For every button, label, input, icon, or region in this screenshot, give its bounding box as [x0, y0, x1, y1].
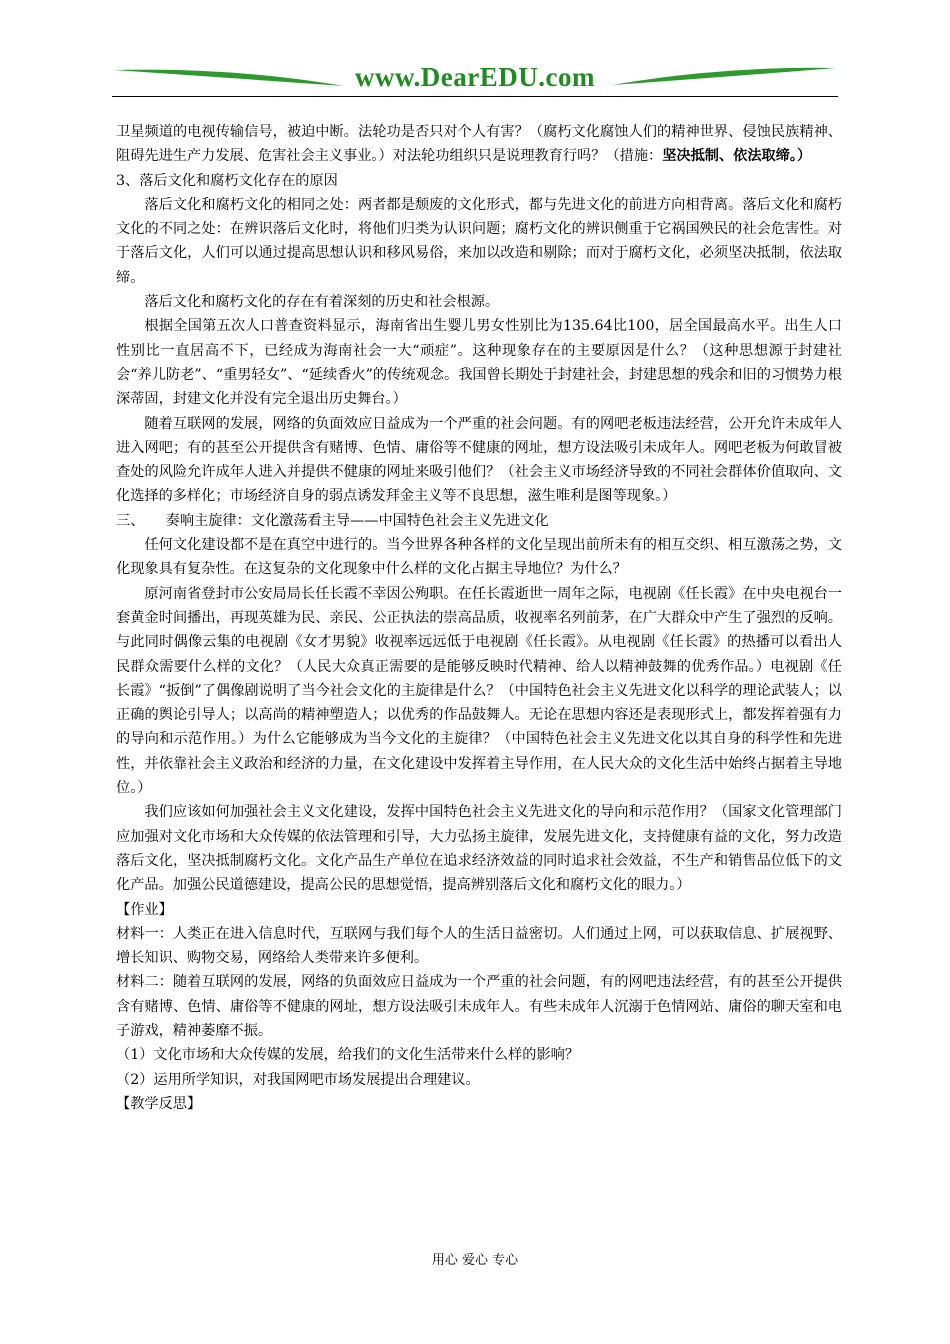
- page-footer: 用心 爱心 专心: [431, 1253, 519, 1268]
- document-body: [116, 120, 842, 1116]
- paragraph-comparison: 落后文化和腐朽文化的相同之处：两者都是颓废的文化形式，都与先进文化的前进方向相背离。落后文化和腐朽文化的不同之处：在辨识落后文化时，将他们归类为认识问题；腐朽文化的辨识侧重于它祸国殃民的社会危害性。对于落后文化，人们可以通过提高思想认识和移风易俗，来加以改造和剔除；而对于腐朽文化，必须坚决抵制，依法取缔。: [116, 196, 842, 286]
- question-2: （2）运用所学知识，对我国网吧市场发展提出合理建议。: [116, 1071, 480, 1088]
- paragraph-1: 卫星频道的电视传输信号，被迫中断。法轮功是否只对个人有害？（腐朽文化腐蚀人们的精神世界、侵蚀民族精神、阻碍先进生产力发展、危害社会主义事业。）对法轮功组织只是说理教育行吗？（措施：坚决抵制、依法取缔。）: [116, 124, 842, 165]
- paragraph-strengthen: 我们应该如何加强社会主义文化建设，发挥中国特色社会主义先进文化的导向和示范作用？（国家文化管理部门应加强对文化市场和大众传媒的依法管理和引导，大力弘扬主旋律，发展先进文化，支持健康有益的文化，努力改造落后文化，坚决抵制腐朽文化。文化产品生产单位在追求经济效益的同时追求社会效益，不生产和销售品位低下的文化产品。加强公民道德建设，提高公民的思想觉悟，提高辨别落后文化和腐朽文化的眼力。）: [116, 804, 842, 894]
- paragraph-ren-changxia: 原河南省登封市公安局局长任长霞不幸因公殉职。在任长霞逝世一周年之际，电视剧《任长霞》在中央电视台一套黄金时间播出，再现英雄为民、亲民、公正执法的崇高品质，收视率名列前茅，在广大群众中产生了强烈的反响。与此同时偶像云集的电视剧《女才男貌》收视率远远低于电视剧《任长霞》。从电视剧《任长霞》的热播可以看出人民群众需要什么样的文化？（人民大众真正需要的是能够反映时代精神、给人以精神鼓舞的优秀作品。）电视剧《任长霞》“扳倒”了偶像剧说明了当今社会文化的主旋律是什么？（中国特色社会主义先进文化以科学的理论武装人；以正确的舆论引导人；以高尚的精神塑造人；以优秀的作品鼓舞人。无论在思想内容还是表现形式上，都发挥着强有力的导向和示范作用。）为什么它能够成为当今文化的主旋律？（中国特色社会主义先进文化以其自身的科学性和先进性，并依靠社会主义政治和经济的力量，在文化建设中发挥着主导作用，在人民大众的文化生活中始终占据着主导地位。）: [116, 585, 842, 797]
- header-divider: [112, 96, 838, 97]
- paragraph-census: 根据全国第五次人口普查资料显示，海南省出生婴儿男女性别比为135.64比100，居全国最高水平。出生人口性别比一直居高不下，已经成为海南社会一大“顽症”。这种现象存在的主要原因是什么？（这种思想源于封建社会“养儿防老”、“重男轻女”、“延续香火”的传统观念。我国曾长期处于封建社会，封建思想的残余和旧的习惯势力根深蒂固，封建文化并没有完全退出历史舞台。）: [116, 318, 842, 408]
- homework-heading: 【作业】: [116, 901, 173, 918]
- site-logo-text: www.DearEDU.com: [355, 62, 595, 92]
- material-one: 材料一：人类正在进入信息时代，互联网与我们每个人的生活日益密切。人们通过上网，可以获取信息、扩展视野、增长知识、购物交易，网络给人类带来许多便利。: [116, 925, 842, 967]
- page-header: [112, 58, 838, 100]
- paragraph-internet-cafe: 随着互联网的发展，网络的负面效应日益成为一个严重的社会问题。有的网吧老板违法经营，公开允许未成年人进入网吧；有的甚至公开提供含有赌博、色情、庸俗等不健康的网址，想方设法吸引未成年人。网吧老板为何敢冒被查处的风险允许成年人进入并提供不健康的网址来吸引他们？（社会主义市场经济导致的不同社会群体价值取向、文化选择的多样化；市场经济自身的弱点诱发拜金主义等不良思想，滋生唯利是图等现象。）: [116, 415, 842, 505]
- material-two: 材料二：随着互联网的发展，网络的负面效应日益成为一个严重的社会问题，有的网吧违法经营，有的甚至公开提供含有赌博、色情、庸俗等不健康的网址，想方设法吸引未成年人。有些未成年人沉溺于色情网站、庸俗的聊天室和电子游戏，精神萎靡不振。: [116, 974, 842, 1039]
- paragraph-culture-mix: 任何文化建设都不是在真空中进行的。当今世界各种各样的文化呈现出前所未有的相互交织、相互激荡之势，文化现象具有复杂性。在这复杂的文化现象中什么样的文化占据主导地位？为什么？: [116, 537, 842, 578]
- paragraph-roots: 落后文化和腐朽文化的存在有着深刻的历史和社会根源。: [144, 294, 500, 311]
- reflection-heading: 【教学反思】: [116, 1095, 202, 1112]
- question-1: （1）文化市场和大众传媒的发展，给我们的文化生活带来什么样的影响？: [116, 1047, 580, 1064]
- section-heading-3: 3、落后文化和腐朽文化存在的原因: [116, 172, 338, 189]
- section-heading-three: 三、 奏响主旋律：文化激荡看主导——中国特色社会主义先进文化: [116, 512, 549, 529]
